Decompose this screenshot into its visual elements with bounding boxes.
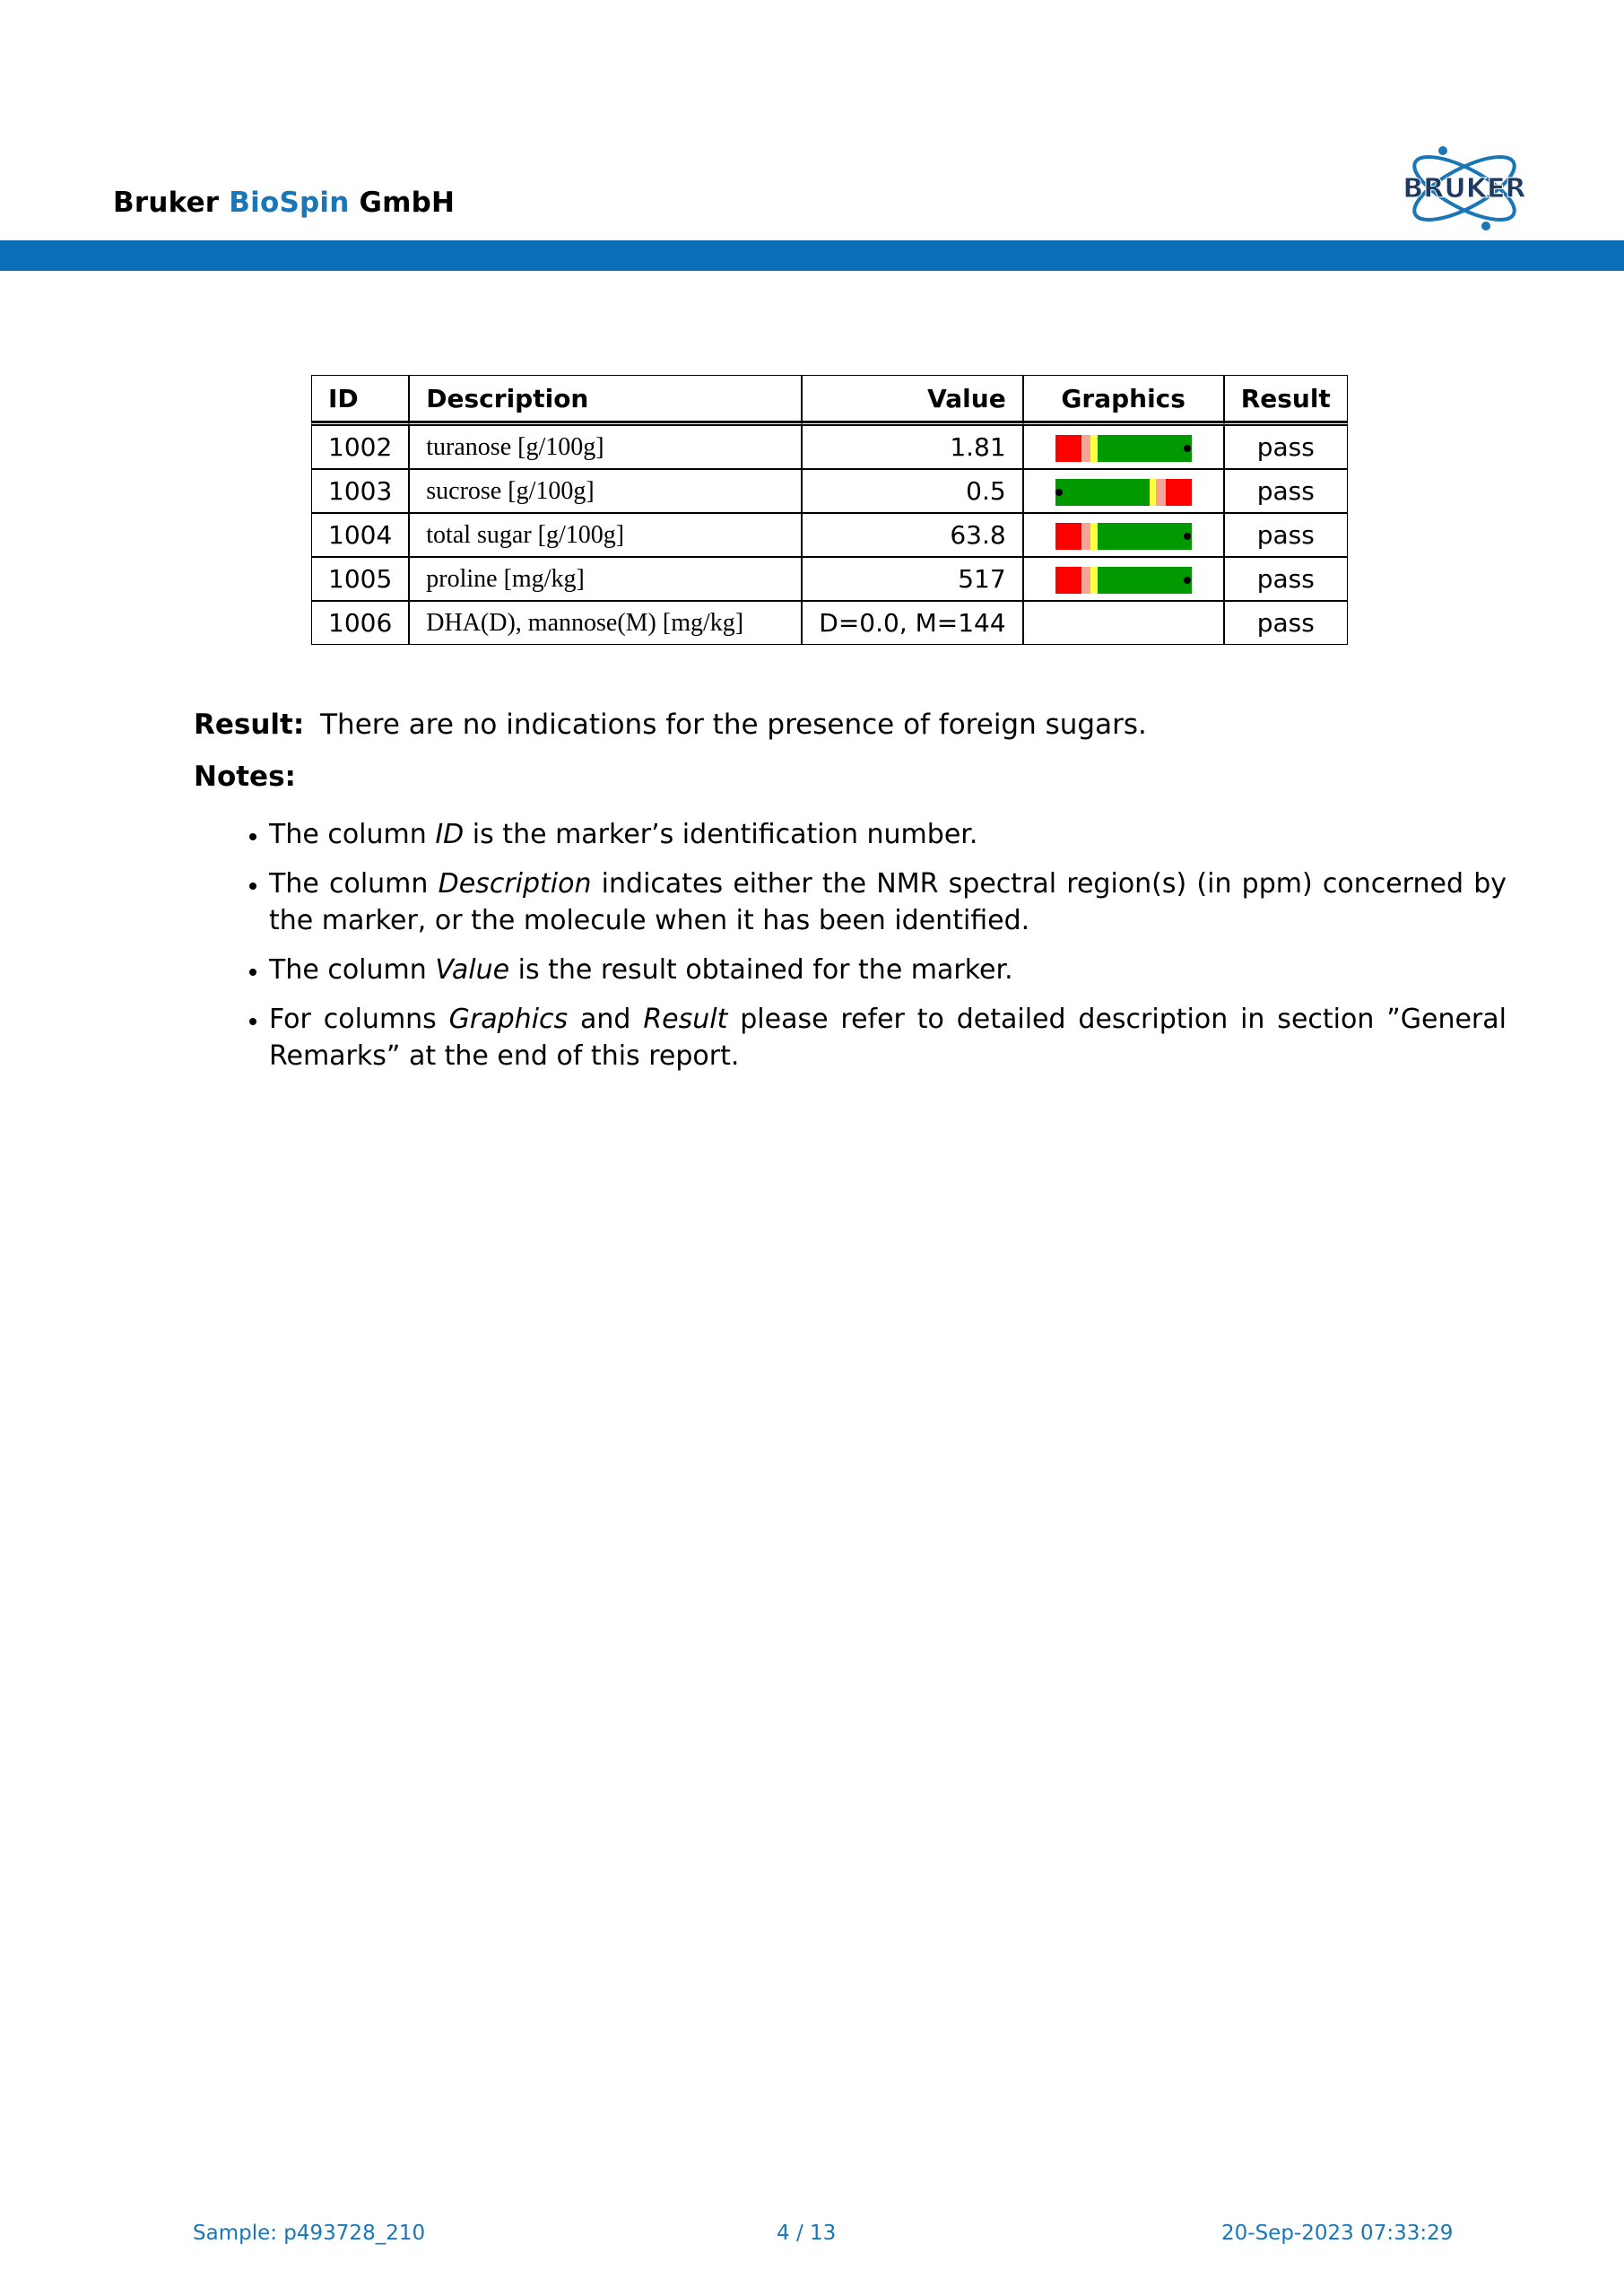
- footer-datetime: 20-Sep-2023 07:33:29: [1221, 2222, 1454, 2245]
- note-text: The column: [269, 868, 439, 900]
- cell-result: pass: [1224, 557, 1348, 601]
- note-text: is the result obtained for the marker.: [509, 954, 1013, 986]
- cell-value: 517: [802, 557, 1022, 601]
- note-emphasis: Graphics: [448, 1004, 569, 1035]
- gauge-segment-salmon: [1081, 567, 1091, 594]
- cell-result: pass: [1224, 469, 1348, 513]
- cell-value: D=0.0, M=144: [802, 601, 1022, 645]
- list-item: [269, 952, 1507, 988]
- table-row: [311, 513, 1348, 557]
- cell-result: pass: [1224, 513, 1348, 557]
- gauge-segment-salmon: [1156, 479, 1166, 506]
- col-header-description: Description: [409, 375, 802, 422]
- header-band: [0, 240, 1624, 271]
- gauge-segment-red: [1055, 567, 1081, 594]
- table-row: [311, 601, 1348, 645]
- cell-description: DHA(D), mannose(M) [mg/kg]: [409, 601, 802, 645]
- gauge-segment-yellow: [1150, 479, 1157, 506]
- cell-graphics: [1023, 469, 1224, 513]
- note-emphasis: Result: [643, 1004, 728, 1035]
- bruker-logo: [1385, 144, 1547, 233]
- notes-list: [194, 816, 1507, 1087]
- gauge-segment-red: [1055, 435, 1081, 462]
- cell-id: 1006: [311, 601, 409, 645]
- gauge-segment-yellow: [1090, 435, 1098, 462]
- note-emphasis: Value: [435, 954, 510, 986]
- result-text: There are no indications for the presence of foreign sugars.: [320, 709, 1147, 741]
- gauge-segment-salmon: [1081, 523, 1091, 550]
- gauge-segment-yellow: [1090, 567, 1098, 594]
- cell-value: 1.81: [802, 422, 1022, 469]
- footer-page-number: 4 / 13: [777, 2222, 837, 2245]
- cell-graphics: [1023, 513, 1224, 557]
- list-item: [269, 1001, 1507, 1074]
- cell-graphics: [1023, 557, 1224, 601]
- gauge-segment-red: [1055, 523, 1081, 550]
- cell-id: 1004: [311, 513, 409, 557]
- gauge-segment-salmon: [1081, 435, 1091, 462]
- result-label: Result:: [194, 709, 305, 741]
- cell-description: turanose [g/100g]: [409, 422, 802, 469]
- note-text: The column: [269, 819, 436, 850]
- logo-text: BRUKER: [1403, 173, 1526, 204]
- cell-result: pass: [1224, 601, 1348, 645]
- company-name: [113, 187, 455, 219]
- notes-title: Notes:: [194, 761, 296, 793]
- gauge-bar: [1055, 611, 1192, 638]
- markers-table: [311, 375, 1348, 645]
- company-name-part1: Bruker: [113, 187, 220, 219]
- note-text: and: [568, 1004, 644, 1035]
- note-text: The column: [269, 954, 436, 986]
- col-header-graphics: Graphics: [1023, 375, 1224, 422]
- cell-id: 1003: [311, 469, 409, 513]
- note-emphasis: Description: [438, 868, 592, 900]
- col-header-id: ID: [311, 375, 409, 422]
- cell-graphics: [1023, 422, 1224, 469]
- col-header-value: Value: [802, 375, 1022, 422]
- gauge-segment-green: [1055, 479, 1150, 506]
- gauge-bar: [1055, 567, 1192, 594]
- cell-result: pass: [1224, 422, 1348, 469]
- gauge-bar: [1055, 435, 1192, 462]
- gauge-segment-green: [1098, 567, 1192, 594]
- cell-description: total sugar [g/100g]: [409, 513, 802, 557]
- note-text: please refer to detailed description in section ”General Remarks” at the end of this report.: [269, 1004, 1507, 1072]
- footer-sample: Sample: p493728_210: [193, 2222, 426, 2245]
- gauge-bar: [1055, 523, 1192, 550]
- result-statement: [194, 709, 1147, 741]
- note-text: For columns: [269, 1004, 449, 1035]
- company-name-accent: BioSpin: [229, 187, 350, 219]
- note-text: is the marker’s identification number.: [464, 819, 978, 850]
- cell-value: 0.5: [802, 469, 1022, 513]
- gauge-segment-green: [1098, 523, 1192, 550]
- cell-value: 63.8: [802, 513, 1022, 557]
- gauge-bar: [1055, 479, 1192, 506]
- table-header-row: [311, 375, 1348, 422]
- list-item: [269, 816, 1507, 853]
- note-emphasis: ID: [435, 819, 465, 850]
- cell-graphics: [1023, 601, 1224, 645]
- gauge-segment-red: [1166, 479, 1192, 506]
- col-header-result: Result: [1224, 375, 1348, 422]
- cell-description: proline [mg/kg]: [409, 557, 802, 601]
- cell-id: 1002: [311, 422, 409, 469]
- cell-description: sucrose [g/100g]: [409, 469, 802, 513]
- gauge-segment-yellow: [1090, 523, 1098, 550]
- table-row: [311, 557, 1348, 601]
- table-row: [311, 469, 1348, 513]
- cell-id: 1005: [311, 557, 409, 601]
- company-name-part3: GmbH: [359, 187, 456, 219]
- gauge-segment-green: [1098, 435, 1192, 462]
- list-item: [269, 865, 1507, 939]
- table-row: [311, 422, 1348, 469]
- note-text: indicates either the NMR spectral region(s) (in ppm) concerned by the marker, or the molecule when it has been identified.: [269, 868, 1507, 936]
